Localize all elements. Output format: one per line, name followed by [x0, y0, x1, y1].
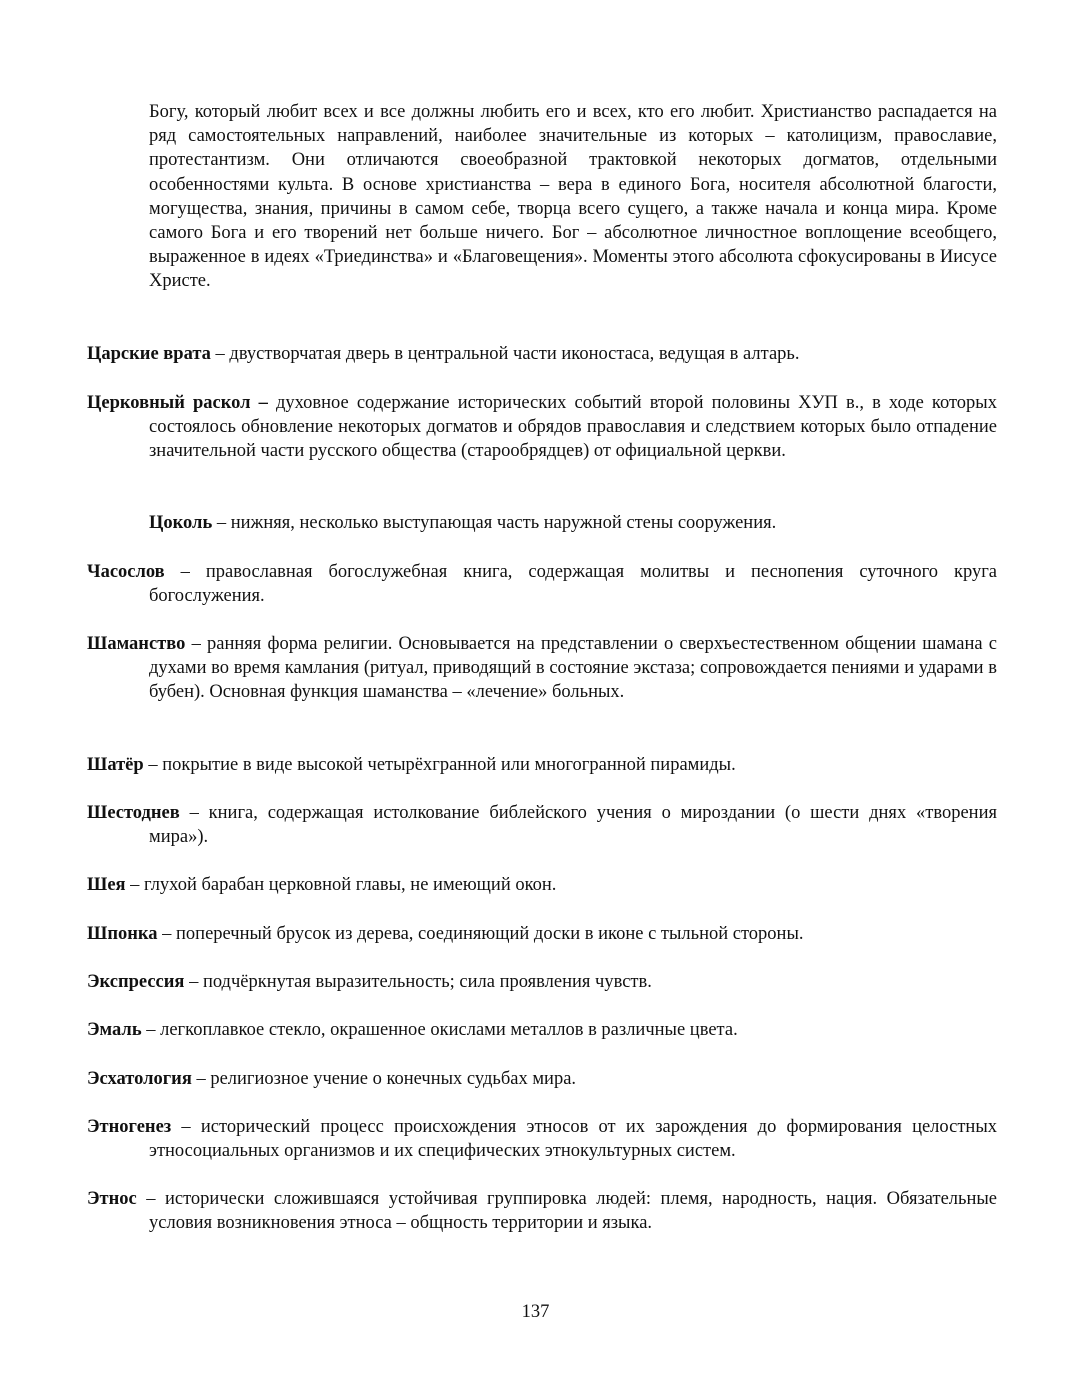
entry-definition: – православная богослужебная книга, содержащая молитвы и песнопения суточного круга богослужения.	[149, 562, 997, 607]
glossary-entry-emal	[87, 1018, 997, 1042]
entry-definition: – книга, содержащая истолкование библейского учения о мироздании (о шести днях «творения мира»).	[149, 803, 997, 848]
glossary-entry-sheya	[87, 873, 997, 897]
entry-definition: – исторический процесс происхождения этносов от их зарождения до формирования целостных этносоциальных организмов и их специфических этнокультурных систем.	[149, 1117, 997, 1162]
glossary-entry-tsarskie-vrata	[87, 342, 997, 366]
entry-definition: – покрытие в виде высокой четырёхгранной или многогранной пирамиды.	[143, 755, 736, 775]
entry-term: Шатёр	[87, 755, 144, 775]
entry-definition: – религиозное учение о конечных судьбах мира.	[191, 1069, 577, 1089]
entry-definition: – ранняя форма религии. Основывается на представлении о сверхъестественном общении шамана с духами во время камлания (ритуал, приводящий в состояние экстаза; сопровождается пениями и ударами в бубен). Основная функция шаманства – «лечение» больных.	[149, 634, 997, 703]
entry-definition: – исторически сложившаяся устойчивая группировка людей: племя, народность, нация. Обязательные условия возникновения этноса – общность территории и языка.	[136, 1189, 997, 1234]
glossary-entry-shestodnev	[87, 801, 997, 849]
continuation-paragraph: Богу, который любит всех и все должны любить его и всех, кто его любит. Христианство распадается на ряд самостоятельных направлений, наиболее значительные из которых – католицизм, православие, протестантизм. Они отличаются своеобразной трактовкой некоторых догматов, отдельными особенностями культа. В основе христианства – вера в единого Бога, носителя абсолютной благости, могущества, знания, причины в самом себе, творца всего сущего, а также начала и конца мира. Кроме самого Бога и его творений нет больше ничего. Бог – абсолютное личностное воплощение всеобщего, выраженное в идеях «Триединства» и «Благовещения». Моменты этого абсолюта сфокусированы в Иисусе Христе.	[149, 102, 997, 292]
glossary-entry-ekspressiya	[87, 970, 997, 994]
glossary-entry-etnos	[87, 1187, 997, 1235]
glossary-entry-eskhatologiya	[87, 1067, 997, 1091]
entry-term: Царские врата	[87, 344, 211, 364]
entry-term: Цоколь	[149, 513, 213, 533]
entry-term: Шея	[87, 875, 126, 895]
entry-term: Этнос	[87, 1189, 137, 1209]
entry-term: Часослов	[87, 562, 165, 582]
glossary-entry-shamanstvo	[87, 632, 997, 705]
entry-definition: – подчёркнутая выразительность; сила проявления чувств.	[184, 972, 652, 992]
entry-term: Шаманство	[87, 634, 186, 654]
entry-definition: – двустворчатая дверь в центральной части иконостаса, ведущая в алтарь.	[210, 344, 800, 364]
glossary-entry-shponka	[87, 922, 997, 946]
entry-term: Эмаль	[87, 1020, 142, 1040]
glossary-entry-tserkovny-raskol	[87, 391, 997, 464]
entry-definition: – глухой барабан церковной главы, не имеющий окон.	[125, 875, 557, 895]
entry-definition: – поперечный брусок из дерева, соединяющий доски в иконе с тыльной стороны.	[157, 924, 804, 944]
entry-term: Шпонка	[87, 924, 158, 944]
entry-term: Шестоднев	[87, 803, 180, 823]
entry-term: Церковный раскол –	[87, 393, 268, 413]
entry-definition: – легкоплавкое стекло, окрашенное окислами металлов в различные цвета.	[141, 1020, 738, 1040]
glossary-entry-shatyor	[87, 753, 997, 777]
glossary-entry-chasoslov	[87, 560, 997, 608]
entry-definition: – нижняя, несколько выступающая часть наружной стены сооружения.	[212, 513, 777, 533]
entry-term: Этногенез	[87, 1117, 172, 1137]
glossary-entry-tsokol	[149, 511, 997, 535]
entry-definition: духовное содержание исторических событий второй половины ХУП в., в ходе которых состоялось обновление некоторых догматов и обрядов православия и следствием которых было отпадение значительной части русского общества (старообрядцев) от официальной церкви.	[149, 393, 997, 462]
glossary-entry-etnogenez	[87, 1115, 997, 1163]
entry-term: Эсхатология	[87, 1069, 192, 1089]
entry-term: Экспрессия	[87, 972, 185, 992]
page-number: 137	[521, 1302, 550, 1322]
